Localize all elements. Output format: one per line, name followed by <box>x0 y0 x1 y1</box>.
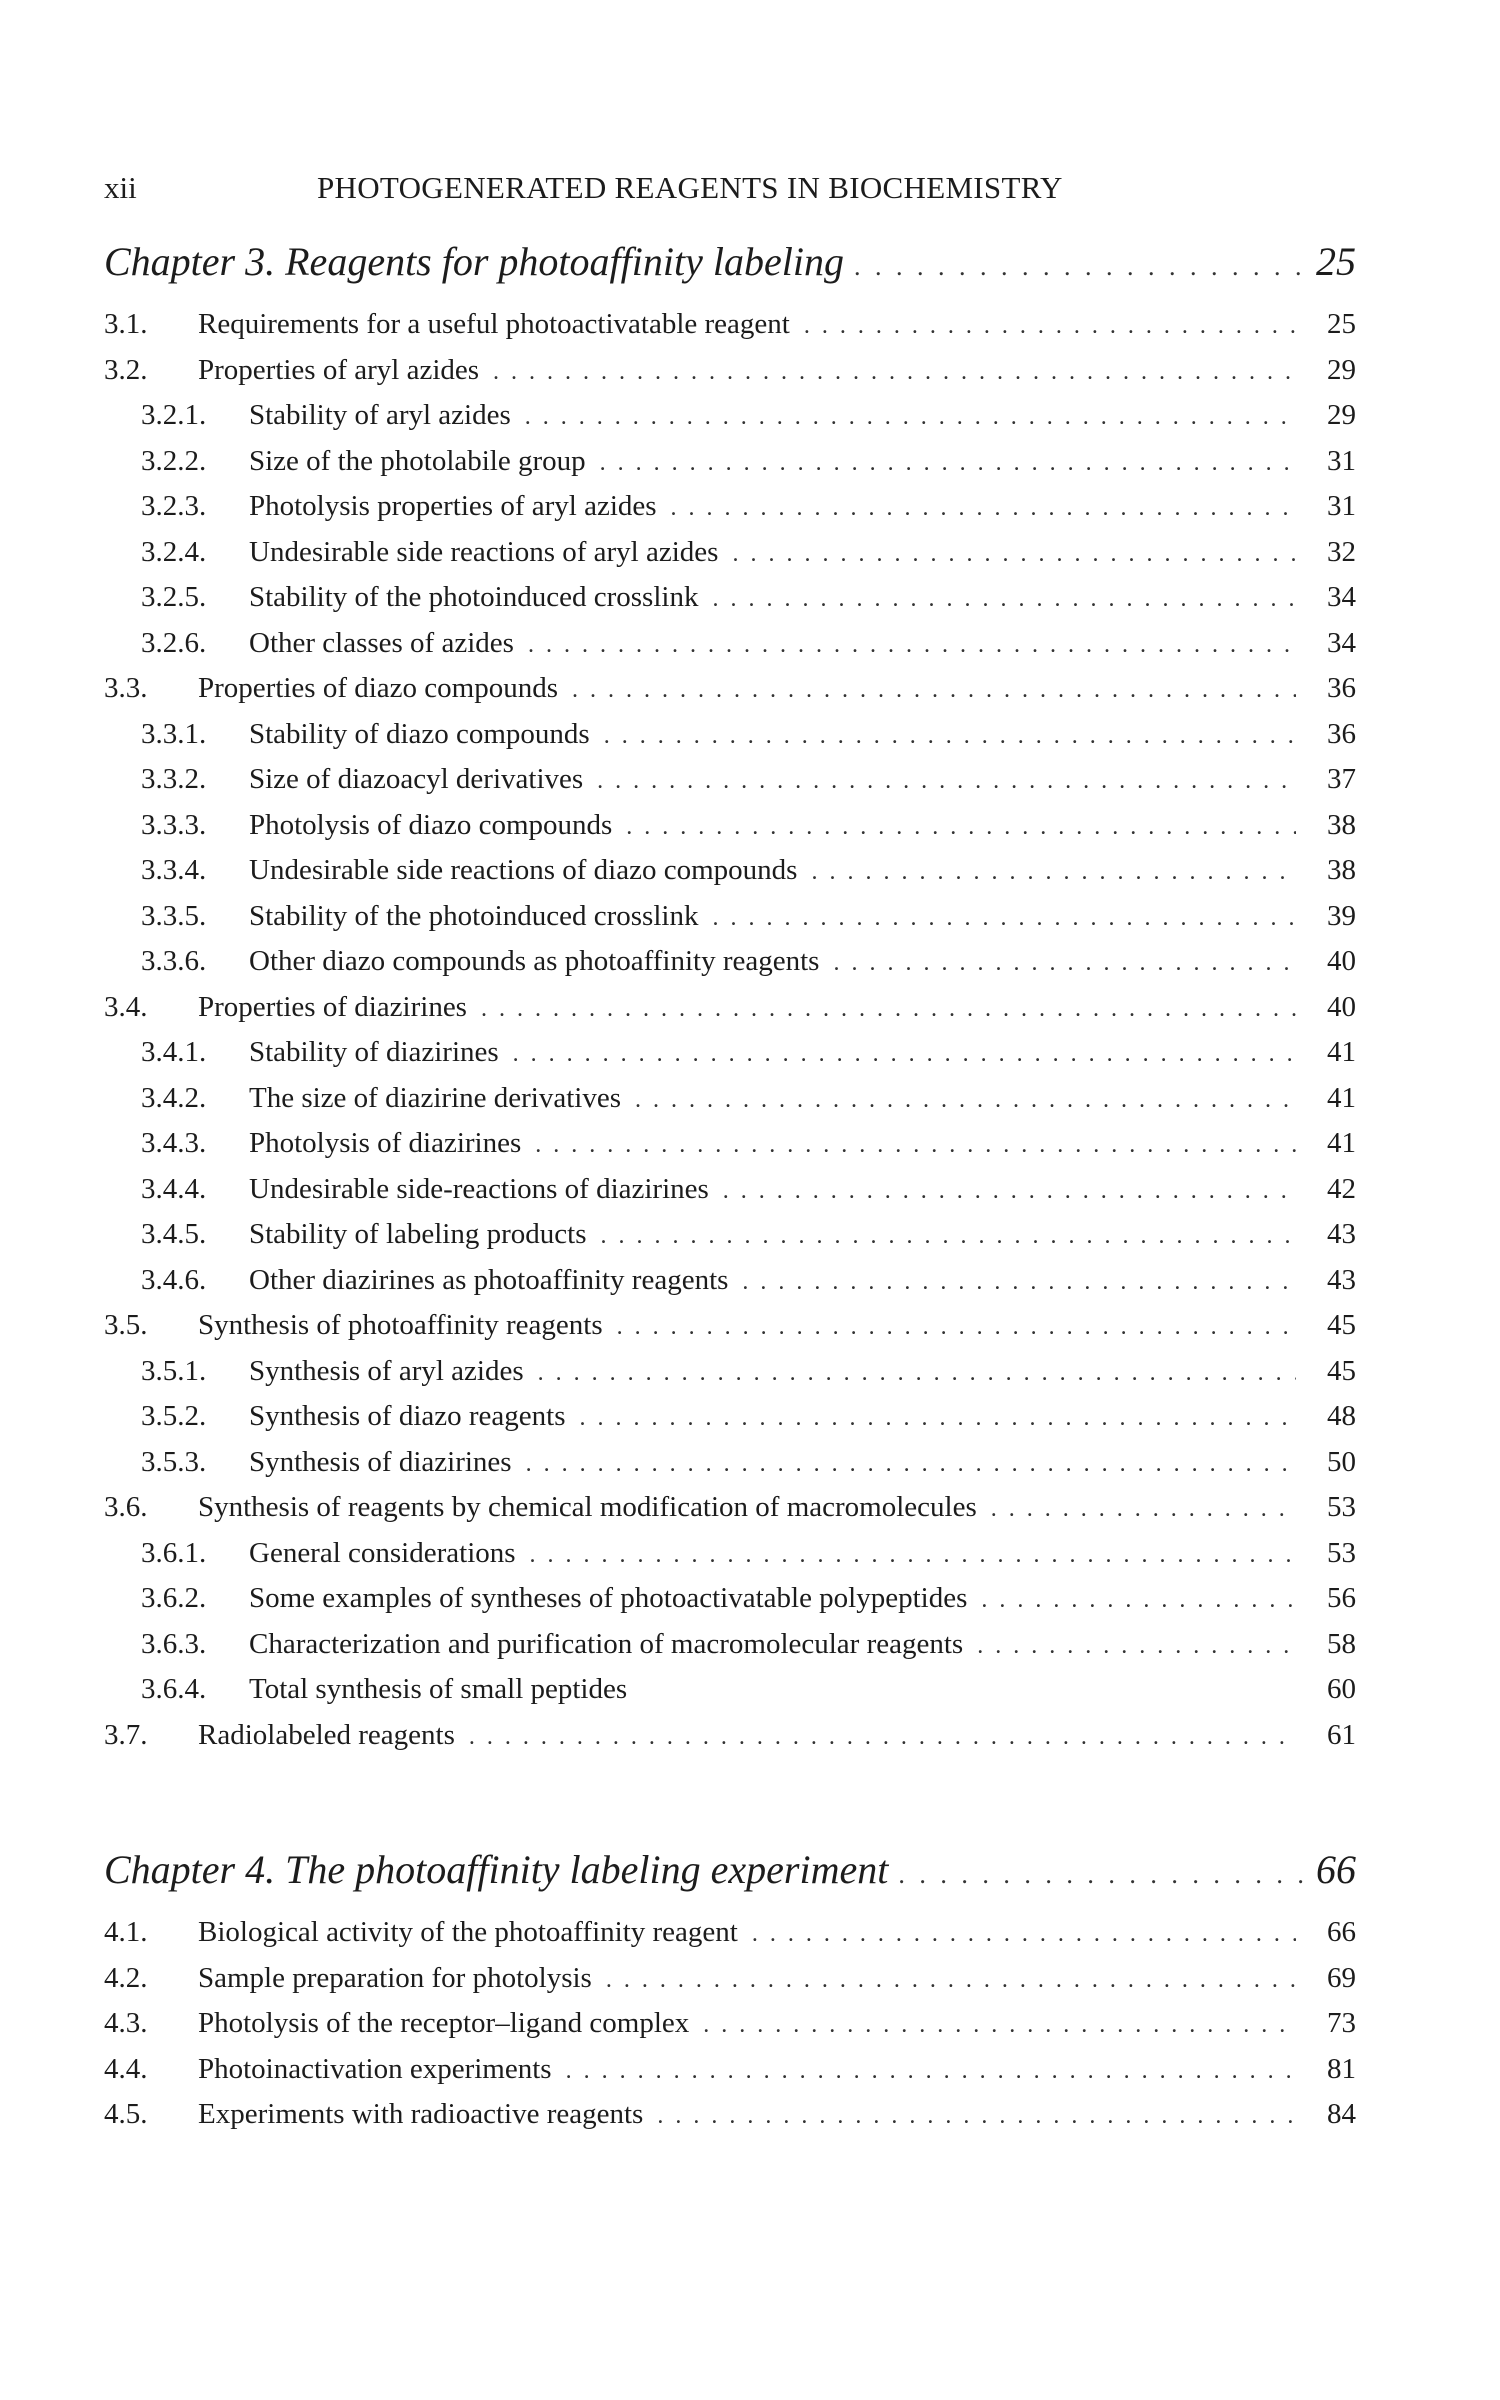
toc-entry <box>104 1212 1356 1258</box>
toc-entry <box>104 1258 1356 1304</box>
chapter-label: Chapter 4. <box>104 1847 276 1892</box>
dot-leader <box>617 1305 1296 1351</box>
toc-entry <box>104 1576 1356 1622</box>
section-page: 84 <box>1327 2098 1356 2130</box>
toc-entry <box>104 1622 1356 1668</box>
section-page: 40 <box>1327 945 1356 977</box>
toc-entry <box>104 666 1356 712</box>
section-page: 38 <box>1327 854 1356 886</box>
section-title: Radiolabeled reagents <box>198 1718 455 1751</box>
section-page: 45 <box>1327 1354 1356 1387</box>
section-title: Stability of the photoinduced crosslink <box>249 899 699 932</box>
dot-leader <box>833 941 1296 987</box>
dot-leader <box>657 2094 1296 2140</box>
section-title: Requirements for a useful photoactivatable reagent <box>198 308 790 340</box>
section-page: 66 <box>1327 1916 1356 1948</box>
toc-entry <box>104 1121 1356 1167</box>
section-number: 3.5.1. <box>141 1354 207 1387</box>
dot-leader <box>981 1578 1296 1624</box>
toc-entry <box>104 530 1356 576</box>
section-number: 3.2.4. <box>141 535 207 568</box>
section-page: 41 <box>1327 1036 1356 1068</box>
toc-entry <box>104 1394 1356 1440</box>
toc-entry <box>104 2001 1356 2047</box>
section-title: Sample preparation for photolysis <box>198 1961 592 1994</box>
dot-leader <box>572 668 1296 714</box>
section-page: 29 <box>1327 399 1356 431</box>
dot-leader <box>898 1845 1304 1905</box>
section-number: 3.2.3. <box>141 490 207 522</box>
section-number: 3.4.6. <box>141 1263 207 1296</box>
dot-leader <box>513 1032 1296 1078</box>
section-number: 3.3.1. <box>141 717 207 750</box>
dot-leader <box>580 1396 1296 1442</box>
section-number: 3.3.5. <box>141 899 207 932</box>
section-title: Photolysis of diazirines <box>249 1127 522 1159</box>
toc-entry <box>104 1440 1356 1486</box>
chapter-3-section <box>104 232 1356 1758</box>
toc-entry <box>104 1910 1356 1956</box>
section-page: 40 <box>1327 990 1356 1023</box>
dot-leader <box>703 2003 1296 2049</box>
section-number: 3.5. <box>104 1309 148 1341</box>
toc-entry <box>104 1485 1356 1531</box>
dot-leader <box>742 1260 1296 1306</box>
section-number: 3.4.3. <box>141 1127 207 1159</box>
dot-leader <box>526 1442 1296 1488</box>
section-number: 3.3.6. <box>141 945 207 977</box>
section-title: Synthesis of diazo reagents <box>249 1400 566 1432</box>
section-title: Photoinactivation experiments <box>198 2052 552 2085</box>
chapter-heading <box>104 232 1356 292</box>
section-page: 43 <box>1327 1218 1356 1250</box>
section-page: 31 <box>1327 444 1356 477</box>
section-title: Stability of diazo compounds <box>249 717 590 750</box>
section-page: 53 <box>1327 1491 1356 1523</box>
dot-leader <box>732 532 1296 578</box>
toc-entry <box>104 712 1356 758</box>
section-title: Photolysis of the receptor–ligand complex <box>198 2007 690 2039</box>
section-title: Synthesis of diazirines <box>249 1445 512 1478</box>
section-number: 3.6.1. <box>141 1536 207 1569</box>
section-page: 34 <box>1327 626 1356 659</box>
toc-entry <box>104 393 1356 439</box>
dot-leader <box>671 486 1296 532</box>
chapter-4-section <box>104 1840 1356 2138</box>
section-number: 3.2.5. <box>141 581 207 613</box>
section-number: 3.1. <box>104 308 148 340</box>
section-title: Other classes of azides <box>249 626 514 659</box>
toc-entry <box>104 348 1356 394</box>
section-title: The size of diazirine derivatives <box>249 1081 622 1114</box>
section-number: 3.2.6. <box>141 626 207 659</box>
section-page: 45 <box>1327 1309 1356 1341</box>
toc-entry <box>104 484 1356 530</box>
section-title: Synthesis of reagents by chemical modification of macromolecules <box>198 1491 977 1523</box>
section-title: Other diazo compounds as photoaffinity reagents <box>249 945 820 977</box>
page-number: xii <box>104 170 137 205</box>
dot-leader <box>493 350 1296 396</box>
toc-entry <box>104 894 1356 940</box>
section-title: Biological activity of the photoaffinity reagent <box>198 1916 738 1948</box>
section-number: 3.2. <box>104 353 148 386</box>
dot-leader <box>600 1214 1296 1260</box>
section-title: Photolysis of diazo compounds <box>249 808 613 841</box>
chapter-name: Reagents for photoaffinity labeling <box>285 239 844 284</box>
section-number: 3.5.2. <box>141 1400 207 1432</box>
toc-entry <box>104 2092 1356 2138</box>
section-number: 3.6.4. <box>141 1673 207 1705</box>
toc-entry <box>104 302 1356 348</box>
toc-entry <box>104 1667 1356 1713</box>
section-number: 3.3.4. <box>141 854 207 886</box>
section-page: 50 <box>1327 1445 1356 1478</box>
chapter-page: 25 <box>1316 239 1356 284</box>
toc-entry <box>104 848 1356 894</box>
toc-entry <box>104 1713 1356 1759</box>
section-title: Experiments with radioactive reagents <box>198 2098 644 2130</box>
section-title: Undesirable side reactions of aryl azides <box>249 535 719 568</box>
section-page: 41 <box>1327 1127 1356 1159</box>
section-number: 4.5. <box>104 2098 148 2130</box>
dot-leader <box>604 714 1296 760</box>
chapter-name: The photoaffinity labeling experiment <box>285 1847 889 1892</box>
dot-leader <box>752 1912 1296 1958</box>
section-number: 3.4.5. <box>141 1218 207 1250</box>
section-title: Properties of aryl azides <box>198 353 480 386</box>
dot-leader <box>804 304 1296 350</box>
toc-entries <box>104 1910 1356 2138</box>
section-page: 37 <box>1327 763 1356 795</box>
toc-entry <box>104 621 1356 667</box>
toc-entry <box>104 439 1356 485</box>
dot-leader <box>597 759 1296 805</box>
section-page: 29 <box>1327 353 1356 386</box>
dot-leader <box>854 237 1304 297</box>
section-page: 61 <box>1327 1718 1356 1751</box>
section-title: Stability of labeling products <box>249 1218 587 1250</box>
chapter-title <box>104 232 844 292</box>
section-title: Other diazirines as photoaffinity reagents <box>249 1263 729 1296</box>
dot-leader <box>530 1533 1296 1579</box>
section-page: 58 <box>1327 1627 1356 1660</box>
section-number: 3.2.2. <box>141 444 207 477</box>
section-number: 3.3.2. <box>141 763 207 795</box>
toc-entry <box>104 1030 1356 1076</box>
section-page: 41 <box>1327 1081 1356 1114</box>
toc-entry <box>104 2047 1356 2093</box>
chapter-heading <box>104 1840 1356 1900</box>
toc-entry <box>104 985 1356 1031</box>
chapter-title <box>104 1840 888 1900</box>
dot-leader <box>606 1958 1296 2004</box>
toc-entry <box>104 1956 1356 2002</box>
section-title: Photolysis properties of aryl azides <box>249 490 657 522</box>
section-page: 36 <box>1327 717 1356 750</box>
section-title: Undesirable side reactions of diazo compounds <box>249 854 798 886</box>
dot-leader <box>712 896 1296 942</box>
section-number: 3.6.2. <box>141 1582 207 1614</box>
toc-entry <box>104 757 1356 803</box>
toc-entry <box>104 803 1356 849</box>
section-number: 4.1. <box>104 1916 148 1948</box>
section-number: 3.3.3. <box>141 808 207 841</box>
section-number: 3.4.1. <box>141 1036 207 1068</box>
dot-leader <box>469 1715 1296 1761</box>
toc-entry <box>104 1349 1356 1395</box>
section-number: 3.5.3. <box>141 1445 207 1478</box>
toc-entry <box>104 575 1356 621</box>
section-title: General considerations <box>249 1536 516 1569</box>
dot-leader <box>566 2049 1296 2095</box>
section-number: 3.3. <box>104 672 148 704</box>
section-number: 3.4.4. <box>141 1172 207 1205</box>
toc-entries <box>104 302 1356 1758</box>
dot-leader <box>712 577 1296 623</box>
toc-entry <box>104 1531 1356 1577</box>
section-page: 38 <box>1327 808 1356 841</box>
section-title: Size of diazoacyl derivatives <box>249 763 584 795</box>
section-page: 43 <box>1327 1263 1356 1296</box>
chapter-page: 66 <box>1316 1847 1356 1892</box>
section-number: 3.2.1. <box>141 399 207 431</box>
section-number: 3.6.3. <box>141 1627 207 1660</box>
section-title: Stability of the photoinduced crosslink <box>249 581 699 613</box>
chapter-label: Chapter 3. <box>104 239 276 284</box>
section-page: 56 <box>1327 1582 1356 1614</box>
dot-leader <box>600 441 1296 487</box>
toc-entry <box>104 939 1356 985</box>
section-number: 4.2. <box>104 1961 148 1994</box>
section-page: 73 <box>1327 2007 1356 2039</box>
section-title: Synthesis of photoaffinity reagents <box>198 1309 603 1341</box>
section-page: 42 <box>1327 1172 1356 1205</box>
dot-leader <box>811 850 1296 896</box>
section-page: 31 <box>1327 490 1356 522</box>
toc-entry <box>104 1167 1356 1213</box>
section-page: 53 <box>1327 1536 1356 1569</box>
section-title: Stability of diazirines <box>249 1036 499 1068</box>
dot-leader <box>991 1487 1296 1533</box>
section-page: 32 <box>1327 535 1356 568</box>
section-number: 4.4. <box>104 2052 148 2085</box>
dot-leader <box>525 395 1296 441</box>
section-page: 60 <box>1327 1673 1356 1705</box>
dot-leader <box>723 1169 1296 1215</box>
section-page: 34 <box>1327 581 1356 613</box>
section-title: Undesirable side-reactions of diazirines <box>249 1172 709 1205</box>
dot-leader <box>528 623 1296 669</box>
section-page: 69 <box>1327 1961 1356 1994</box>
section-page: 36 <box>1327 672 1356 704</box>
section-title: Stability of aryl azides <box>249 399 511 431</box>
running-head <box>104 168 1356 208</box>
section-title: Properties of diazirines <box>198 990 467 1023</box>
section-title: Properties of diazo compounds <box>198 672 559 704</box>
section-page: 48 <box>1327 1400 1356 1432</box>
toc-entry <box>104 1076 1356 1122</box>
section-page: 39 <box>1327 899 1356 932</box>
section-title: Synthesis of aryl azides <box>249 1354 524 1387</box>
section-title: Characterization and purification of macromolecular reagents <box>249 1627 964 1660</box>
dot-leader <box>481 987 1296 1033</box>
dot-leader <box>535 1123 1296 1169</box>
section-page: 25 <box>1327 308 1356 340</box>
section-page: 81 <box>1327 2052 1356 2085</box>
section-title: Size of the photolabile group <box>249 444 586 477</box>
section-number: 3.4. <box>104 990 148 1023</box>
section-number: 4.3. <box>104 2007 148 2039</box>
dot-leader <box>635 1078 1296 1124</box>
dot-leader <box>538 1351 1296 1397</box>
dot-leader <box>626 805 1296 851</box>
section-number: 3.4.2. <box>141 1081 207 1114</box>
section-title: Some examples of syntheses of photoactivatable polypeptides <box>249 1582 968 1614</box>
toc-entry <box>104 1303 1356 1349</box>
dot-leader <box>977 1624 1296 1670</box>
section-number: 3.6. <box>104 1491 148 1523</box>
section-title: Total synthesis of small peptides <box>249 1673 628 1705</box>
section-number: 3.7. <box>104 1718 148 1751</box>
book-title: PHOTOGENERATED REAGENTS IN BIOCHEMISTRY <box>317 170 1063 205</box>
